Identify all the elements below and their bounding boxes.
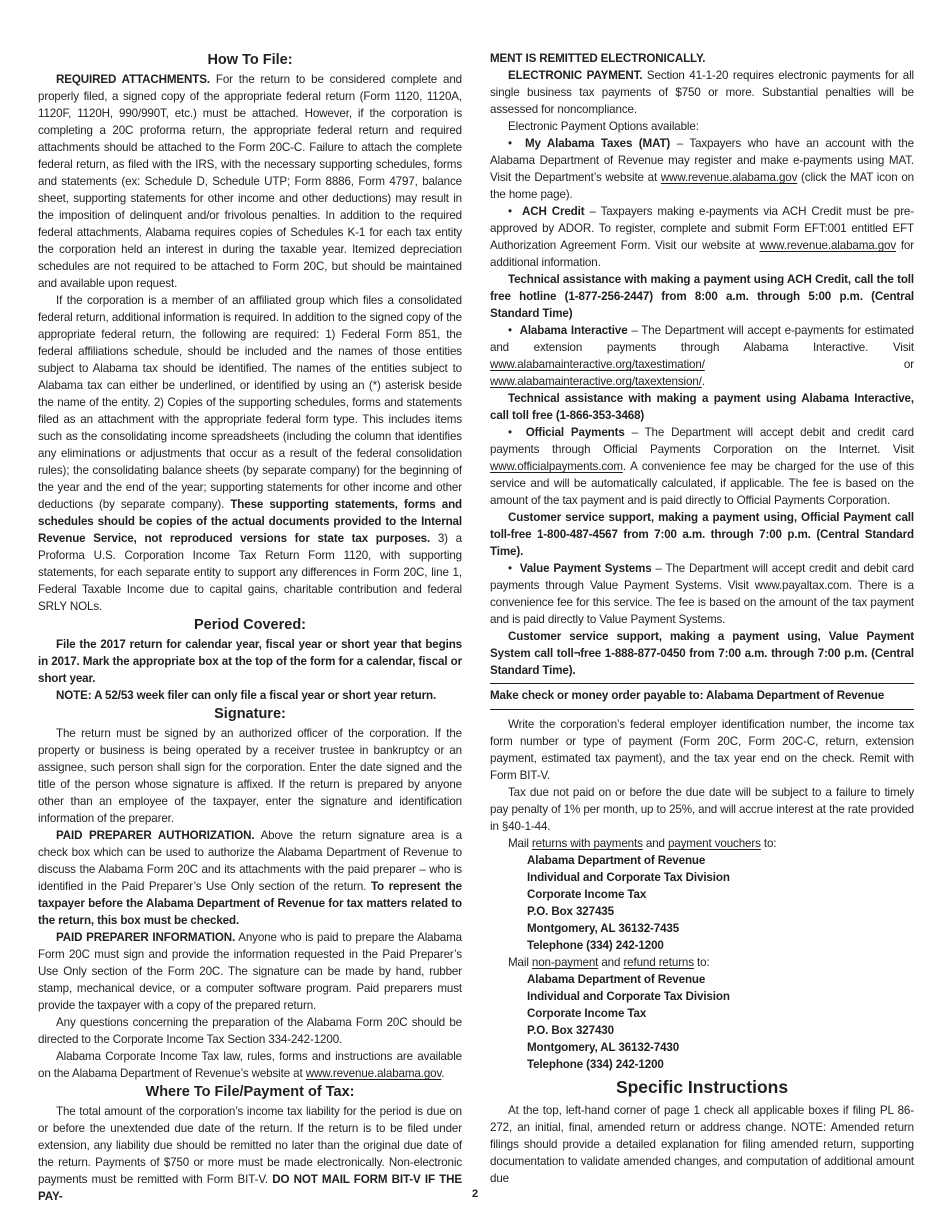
paid-preparer-authorization-paragraph: PAID PREPARER AUTHORIZATION. Above the return signature area is a check box which can be used to authorize the Alabama Department of Revenue to discuss the Alabama Form 20C and its attachments with the paid preparer – who is identified in the Paid Preparer’s Use Only section of the return. To represent the taxpayer before the Alabama Department of Revenue for tax matters related to the return, this box must be checked. [38, 829, 463, 927]
refund-mailing-address [527, 971, 914, 1073]
official-payments-paragraph: • Official Payments – The Department will accept debit and credit card payments through Official Payments Corporation on the Internet. Visit www.officialpayments.com. A convenience fee may be charged for the use of this service and will be automatically calculated, if applicable. The fee is based on the amount of the tax payment and is paid directly to Official Payments Corporation. [490, 426, 914, 507]
address-line: Montgomery, AL 36132-7435 [527, 922, 680, 935]
value-payment-support-paragraph: Customer service support, making a payment using, Value Payment System call toll¬free 1-888-877-0450 from 7:00 a.m. through 7:00 p.m. (Central Standard Time). [490, 630, 914, 677]
mat-website-link[interactable]: www.revenue.alabama.gov [660, 171, 798, 184]
alabama-interactive-paragraph: • Alabama Interactive – The Department will accept e-payments for estimated and extension payments through Alabama Interactive. Visit www.alabamainteractive.org/taxestimation/ or www.alabamainteractive.org/taxextension/. [490, 324, 914, 388]
mail-refund-line: Mail non-payment and refund returns to: [508, 956, 710, 969]
address-line: Individual and Corporate Tax Division [527, 990, 730, 1003]
ach-credit-paragraph: • ACH Credit – Taxpayers making e-payments via ACH Credit must be pre-approved by ADOR. To register, complete and submit Form EFT:001 entitled EFT Authorization Agreement Form. Visit our website at www.revenue.alabama.gov for additional information. [490, 205, 914, 269]
affiliated-group-paragraph: If the corporation is a member of an affiliated group which files a consolidated federal return, additional information is required. In addition to the signed copy of the appropriate federal return, the following are required: 1) Federal Form 851, the federal affiliations schedule, should be included and the names of those entities subject to Alabama tax should be identified. The names of the entities subject to Alabama tax can either be underlined, or identified by using an (*) asterisk beside the name of the entity. 2) Copies of the supporting schedules, forms and statements filed as an attachment with the appropriate federal form type. This includes items such as the consolidating income spreadsheets (including the column that identifies any eliminations or adjustments that occur as a result of the federal consolidation rules); the consolidating balance sheets (by separate company) for the beginning of the year and the end of the year; supporting statements for other income and other deductions (by separate company). These supporting statements, forms and schedules should be copies of the actual documents provided to the Internal Revenue Service, not reproduced versions for state tax purposes. 3) a Proforma U.S. Corporation Income Tax Return Form 1120, with supporting statements, for each separate entity to support any differences in Form 20C, line 1, Federal Taxable Income due to capital gains, charitable contribution and federal SRLY NOLs. [38, 294, 463, 613]
address-line: Montgomery, AL 36132-7430 [527, 1041, 680, 1054]
electronic-payment-options: Electronic Payment Options available: [508, 120, 699, 133]
questions-paragraph: Any questions concerning the preparation of the Alabama Form 20C should be directed to the Corporate Income Tax Section 334-242-1200. [38, 1016, 462, 1046]
address-line: Telephone (334) 242-1200 [527, 1058, 664, 1071]
period-note: NOTE: A 52/53 week filer can only file a fiscal year or short year return. [56, 689, 437, 702]
instruction-page [38, 50, 914, 1210]
address-line: P.O. Box 327430 [527, 1024, 614, 1037]
required-attachments-paragraph: REQUIRED ATTACHMENTS. For the return to be considered complete and properly filed, a signed copy of the appropriate federal return (Form 1120, 1120A, 1120F, 1120H, 990/990T, etc.) must be attached. However, if the corporation is completing a 20C proforma return, the appropriate federal return and required attachments should be attached to the Form 20C-C. Failure to attach the complete federal return, as filed with the IRS, with the necessary supporting schedules, forms and statements (ex: Schedule D, Schedule UTP; Form 8886, Form 4797, balance sheet, supporting statements for other income and other deductions) may result in the imposition of delinquent and/or frivolous penalties. In addition to the required federal attachments, Alabama requires copies of Schedules K-1 for each tax entity the corporation held an interest in during the taxable year. Itemized depreciation schedules are not required to be attached to Form 20C, but should be maintained and available upon request. [38, 73, 462, 290]
law-paragraph: Alabama Corporate Income Tax law, rules, forms and instructions are available on the Alabama Department of Revenue’s website at www.revenue.alabama.gov. [38, 1050, 462, 1080]
ach-website-link[interactable]: www.revenue.alabama.gov [759, 239, 897, 252]
right-column [490, 50, 914, 1187]
write-on-check-paragraph: Write the corporation’s federal employer identification number, the income tax form number or type of payment (Form 20C, Form 20C-C, return, extension payment, estimated tax payment), and the tax year end on the check. Remit with Form BIT-V. [490, 718, 914, 782]
period-covered-paragraph: File the 2017 return for calendar year, fiscal year or short year that begins in 2017. Mark the appropriate box at the top of the form for a calendar, fiscal or short year. [38, 638, 462, 685]
penalty-paragraph: Tax due not paid on or before the due date will be subject to a failure to timely pay penalty of 1% per month, up to 25%, and will accrue interest at the rate provided in §40-1-44. [490, 786, 914, 833]
page-number: 2 [471, 1188, 479, 1200]
official-payments-link[interactable]: www.officialpayments.com [490, 460, 623, 473]
revenue-website-link[interactable]: www.revenue.alabama.gov [305, 1067, 442, 1080]
address-line: Alabama Department of Revenue [527, 973, 706, 986]
official-payments-support-paragraph: Customer service support, making a payment using, Official Payment call toll-free 1-800-487-4567 from 7:00 a.m. through 7:00 p.m. (Central Standard Time). [490, 511, 914, 558]
required-attachments-lead: REQUIRED ATTACHMENTS. [56, 73, 210, 86]
payment-mailing-address [527, 852, 914, 954]
period-covered-heading: Period Covered: [194, 617, 306, 633]
mat-paragraph: • My Alabama Taxes (MAT) – Taxpayers who have an account with the Alabama Department of Revenue may register and make e-payments using MAT. Visit the Department’s website at www.revenue.alabama.gov (click the MAT icon on the home page). [490, 137, 914, 201]
specific-instructions-heading: Specific Instructions [615, 1077, 789, 1097]
where-to-file-paragraph: The total amount of the corporation’s income tax liability for the period is due on or before the unextended due date of the return. If the return is to be filed under extension, any liability due should be remitted no later than the original due date of the return. Payments of $750 or more must be made electronically. Non-electronic payments must be remitted with Form BIT-V. DO NOT MAIL FORM BIT-V IF THE PAY- [38, 1105, 462, 1203]
electronic-payment-paragraph: ELECTRONIC PAYMENT. Section 41-1-20 requires electronic payments for all single business tax payments of $750 or more. Substantial penalties will be assessed for noncompliance. [490, 69, 914, 116]
value-payment-paragraph: • Value Payment Systems – The Department will accept credit and debit card payments through Value Payment Systems. Visit www.payaltax.com. There is a convenience fee for this service. The fee is based on the amount of the tax payment and is paid directly to Value Payment Systems. [490, 562, 914, 626]
specific-instructions-paragraph: At the top, left-hand corner of page 1 check all applicable boxes if filing PL 86-272, an initial, final, amended return or address change. NOTE: Amended return filings should provide a detailed explanation for filing amended return, supporting documentation to validate amended changes, and computation of additional amount due [490, 1104, 914, 1185]
address-line: Individual and Corporate Tax Division [527, 871, 730, 884]
paid-preparer-information-paragraph: PAID PREPARER INFORMATION. Anyone who is paid to prepare the Alabama Form 20C must sign and provide the information requested in the Paid Preparer’s Use Only section of the Form 20C. The signature can be made by hand, rubber stamp, mechanical device, or a computer software program. Paid preparers must provide the taxpayer with a copy of the prepared return. [38, 931, 463, 1012]
mail-payments-line: Mail returns with payments and payment vouchers to: [508, 837, 777, 850]
ach-support-paragraph: Technical assistance with making a payment using ACH Credit, call the toll free hotline (1-877-256-2447) from 8:00 a.m. through 5:00 p.m. (Central Standard Time) [490, 273, 914, 320]
tax-estimation-link[interactable]: www.alabamainteractive.org/taxestimation/ [490, 358, 705, 371]
address-line: Alabama Department of Revenue [527, 854, 706, 867]
continuation-line: MENT IS REMITTED ELECTRONICALLY. [490, 52, 706, 65]
address-line: Corporate Income Tax [527, 888, 647, 901]
address-line: Telephone (334) 242-1200 [527, 939, 664, 952]
address-line: P.O. Box 327435 [527, 905, 614, 918]
alabama-interactive-support-paragraph: Technical assistance with making a payment using Alabama Interactive, call toll free (1-866-353-3468) [490, 392, 914, 422]
how-to-file-heading: How To File: [207, 52, 293, 68]
signature-heading: Signature: [214, 706, 286, 722]
where-to-file-heading: Where To File/Payment of Tax: [145, 1084, 355, 1100]
address-line: Corporate Income Tax [527, 1007, 647, 1020]
left-column [38, 50, 462, 1205]
tax-extension-link[interactable]: www.alabamainteractive.org/taxextension/ [490, 375, 702, 388]
signature-paragraph: The return must be signed by an authorized officer of the corporation. If the property or business is being operated by a receiver trustee in bankruptcy or an assignee, such person shall sign for the corporation. Enter the date signed and the title of the person whose signature is affixed. If the return is prepared by anyone other than an employee of the taxpayer, enter the signature and identification information of the preparer. [38, 727, 462, 825]
payable-to-line: Make check or money order payable to: Alabama Department of Revenue [490, 684, 914, 710]
